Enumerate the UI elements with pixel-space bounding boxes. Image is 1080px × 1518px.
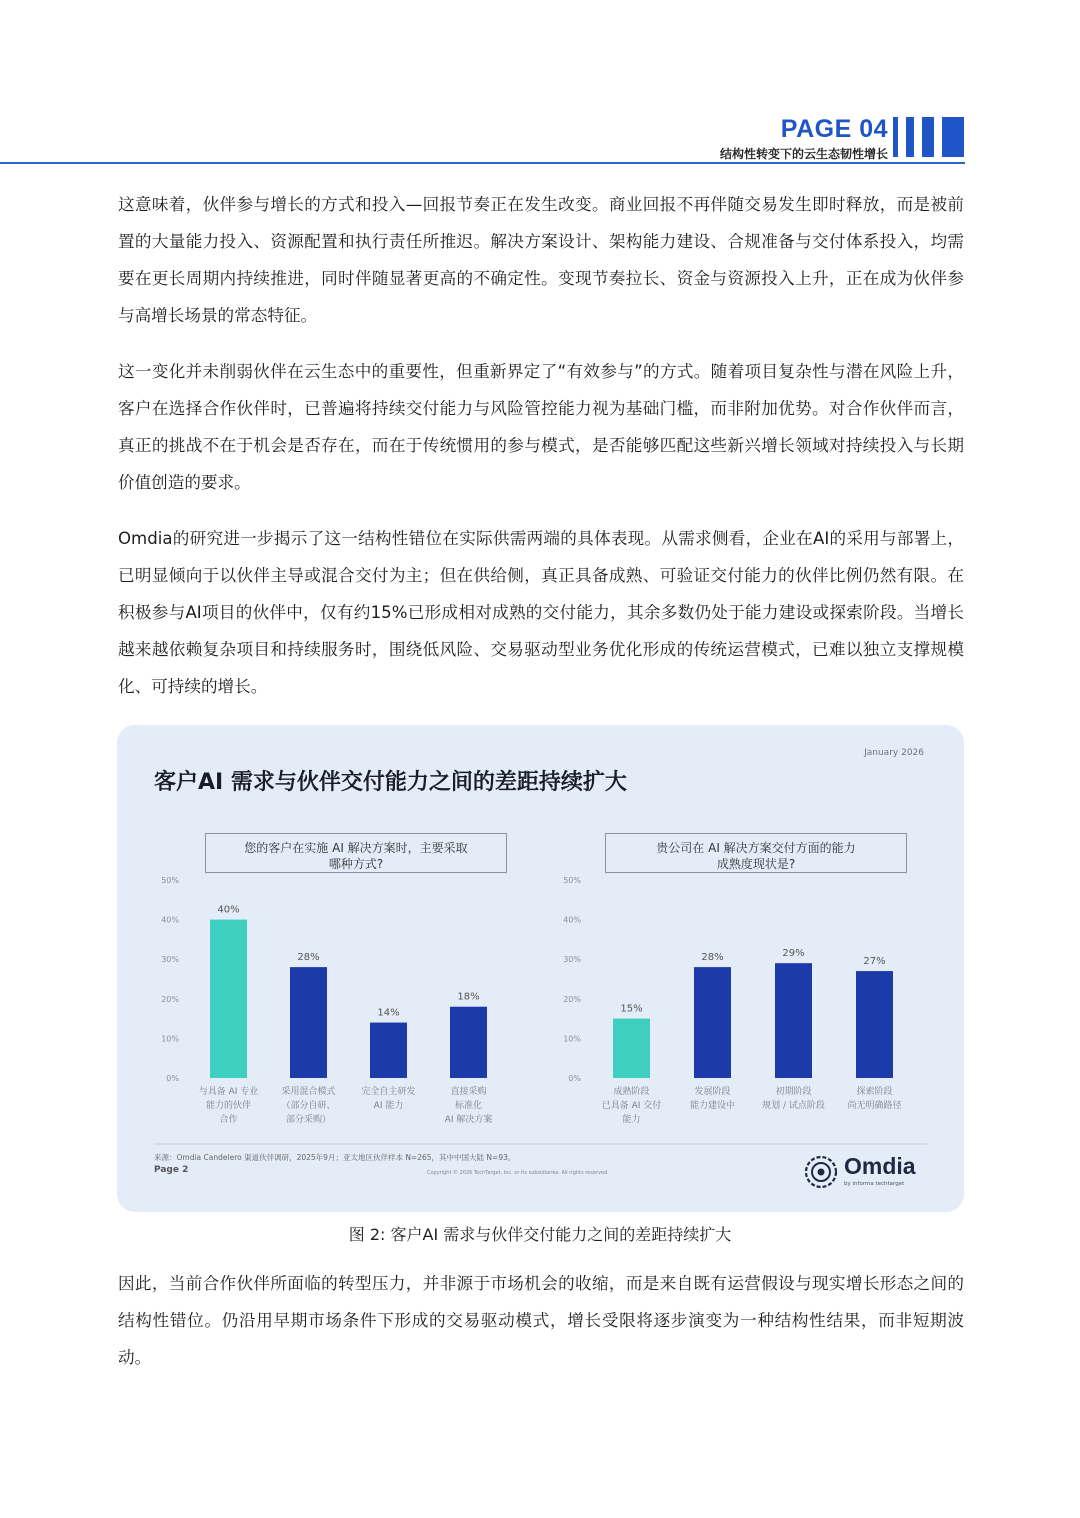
- chart-2-ytick-label: 30%: [563, 955, 581, 965]
- section-title: 结构性转变下的云生态韧性增长: [719, 147, 888, 161]
- omdia-logo-text: Omdia: [844, 1153, 916, 1179]
- paragraph-4: [118, 1265, 964, 1376]
- chart-1-ytick-label: 40%: [161, 915, 179, 925]
- chart-2-category-label: 尚无明确路径: [847, 1101, 902, 1111]
- figure-caption: 图 2: 客户AI 需求与伙伴交付能力之间的差距持续扩大: [348, 1225, 732, 1244]
- chart-1-category-label: 直接采购: [450, 1087, 487, 1097]
- figure-page-label: Page 2: [154, 1165, 189, 1175]
- chart-2-category-label: 规划 / 试点阶段: [762, 1101, 825, 1111]
- chart-1-bar: [210, 920, 247, 1078]
- omdia-logo: [804, 1153, 924, 1193]
- paragraph-text: 这一变化并未削弱伙伴在云生态中的重要性，但重新界定了“有效参与”的方式。随着项目复杂性与潜在风险上升，客户在选择合作伙伴时，已普遍将持续交付能力与风险管控能力视为基础门槛，而非附加优势。对合作伙伴而言，真正的挑战不在于机会是否存在，而在于传统惯用的参与模式，是否能够匹配这些新兴增长领域对持续投入与长期价值创造的要求。: [118, 362, 964, 492]
- chart-1-category-label: 标准化: [454, 1101, 483, 1111]
- paragraph-text: 这意味着，伙伴参与增长的方式和投入—回报节奏正在发生改变。商业回报不再伴随交易发生即时释放，而是被前置的大量能力投入、资源配置和执行责任所推迟。解决方案设计、架构能力建设、合规准备与交付体系投入，均需要在更长周期内持续推进，同时伴随显著更高的不确定性。变现节奏拉长、资金与资源投入上升，正在成为伙伴参与高增长场景的常态特征。: [118, 195, 964, 325]
- chart-1-value-label: 40%: [217, 904, 240, 916]
- chart-1-category-label: 与具备 AI 专业: [198, 1087, 259, 1097]
- page-header: [0, 0, 1080, 165]
- bar-charts: [117, 725, 964, 1212]
- chart-1-ytick-label: 30%: [161, 955, 179, 965]
- chart-2-category-label: 能力建设中: [689, 1101, 736, 1111]
- chart-1-category-label: （部分自研、: [281, 1101, 336, 1111]
- chart-1-category-label: 合作: [219, 1115, 238, 1125]
- chart-1-category-label: 部分采购）: [285, 1115, 332, 1125]
- chart-1-question-line-2: 哪种方式?: [328, 857, 384, 871]
- chart-2-bar: [775, 963, 812, 1078]
- chart-2-bar: [694, 967, 731, 1078]
- omdia-logo-subtext: by informa techtarget: [844, 1181, 905, 1187]
- omdia-mark-icon: [804, 1155, 838, 1189]
- chart-2-category-label: 已具备 AI 交付: [601, 1101, 662, 1111]
- chart-1-category-label: AI 能力: [373, 1101, 404, 1111]
- chart-1-category-label: 完全自主研发: [361, 1087, 416, 1097]
- paragraph-3: [118, 520, 964, 705]
- chart-2-value-label: 28%: [701, 952, 724, 964]
- chart-2-ytick-label: 20%: [563, 994, 581, 1004]
- paragraph-2: [118, 353, 964, 501]
- chart-2-value-label: 15%: [620, 1003, 643, 1015]
- chart-2-category-label: 发展阶段: [694, 1087, 731, 1097]
- chart-1-category-label: AI 解决方案: [444, 1115, 493, 1125]
- chart-2-bar: [856, 971, 893, 1078]
- chart-1-ytick-label: 20%: [161, 994, 179, 1004]
- chart-2-category-label: 能力: [622, 1115, 641, 1125]
- chart-2-value-label: 29%: [782, 948, 805, 960]
- chart-1-ytick-label: 10%: [161, 1034, 179, 1044]
- figure-panel: [117, 725, 964, 1212]
- chart-2-ytick-label: 0%: [568, 1074, 581, 1083]
- chart-1-bar: [450, 1007, 487, 1078]
- figure-source: 来源：Omdia Candelero 渠道伙伴调研，2025年9月；亚太地区伙伴样本 N=265，其中中国大陆 N=93。: [154, 1153, 516, 1162]
- page-number: PAGE 04: [780, 115, 888, 143]
- chart-1-ytick-label: 0%: [166, 1074, 179, 1083]
- paragraph-text: Omdia的研究进一步揭示了这一结构性错位在实际供需两端的具体表现。从需求侧看，企业在AI的采用与部署上，已明显倾向于以伙伴主导或混合交付为主；但在供给侧，真正具备成熟、可验证交付能力的伙伴比例仍然有限。在积极参与AI项目的伙伴中，仅有约15%已形成相对成熟的交付能力，其余多数仍处于能力建设或探索阶段。当增长越来越依赖复杂项目和持续服务时，围绕低风险、交易驱动型业务优化形成的传统运营模式，已难以独立支撑规模化、可持续的增长。: [118, 529, 964, 696]
- chart-2-category-label: 探索阶段: [856, 1087, 893, 1097]
- paragraph-text: 因此，当前合作伙伴所面临的转型压力，并非源于市场机会的收缩，而是来自既有运营假设与现实增长形态之间的结构性错位。仍沿用早期市场条件下形成的交易驱动模式，增长受限将逐步演变为一种结构性结果，而非短期波动。: [118, 1274, 964, 1367]
- chart-2-ytick-label: 10%: [563, 1034, 581, 1044]
- chart-2-category-label: 初期阶段: [775, 1087, 812, 1097]
- chart-1-ytick-label: 50%: [161, 876, 179, 885]
- chart-1-value-label: 28%: [297, 952, 320, 964]
- chart-1-bar: [370, 1023, 407, 1078]
- chart-1-category-label: 采用混合模式: [281, 1087, 336, 1097]
- figure-title: 客户AI 需求与伙伴交付能力之间的差距持续扩大: [154, 770, 627, 795]
- figure-date: January 2026: [864, 748, 924, 758]
- chart-2-question-line-2: 成熟度现状是?: [716, 857, 796, 871]
- chart-2-ytick-label: 50%: [563, 876, 581, 885]
- figure-copyright: Copyright © 2026 TechTarget, Inc. or its subsidiaries. All rights reserved.: [427, 1170, 609, 1176]
- paragraph-1: [118, 186, 964, 334]
- chart-1-category-label: 能力的伙伴: [205, 1101, 252, 1111]
- chart-1-value-label: 18%: [457, 991, 480, 1003]
- chart-1-bar: [290, 967, 327, 1078]
- chart-1-question-line-1: 您的客户在实施 AI 解决方案时，主要采取: [244, 841, 468, 855]
- chart-2-value-label: 27%: [863, 956, 886, 968]
- chart-2-category-label: 成熟阶段: [613, 1087, 650, 1097]
- chart-2-ytick-label: 40%: [563, 915, 581, 925]
- chart-2-question-line-1: 贵公司在 AI 解决方案交付方面的能力: [656, 841, 856, 855]
- header-rule: [0, 162, 965, 164]
- chart-2-bar: [613, 1019, 650, 1078]
- chart-1-value-label: 14%: [377, 1007, 400, 1019]
